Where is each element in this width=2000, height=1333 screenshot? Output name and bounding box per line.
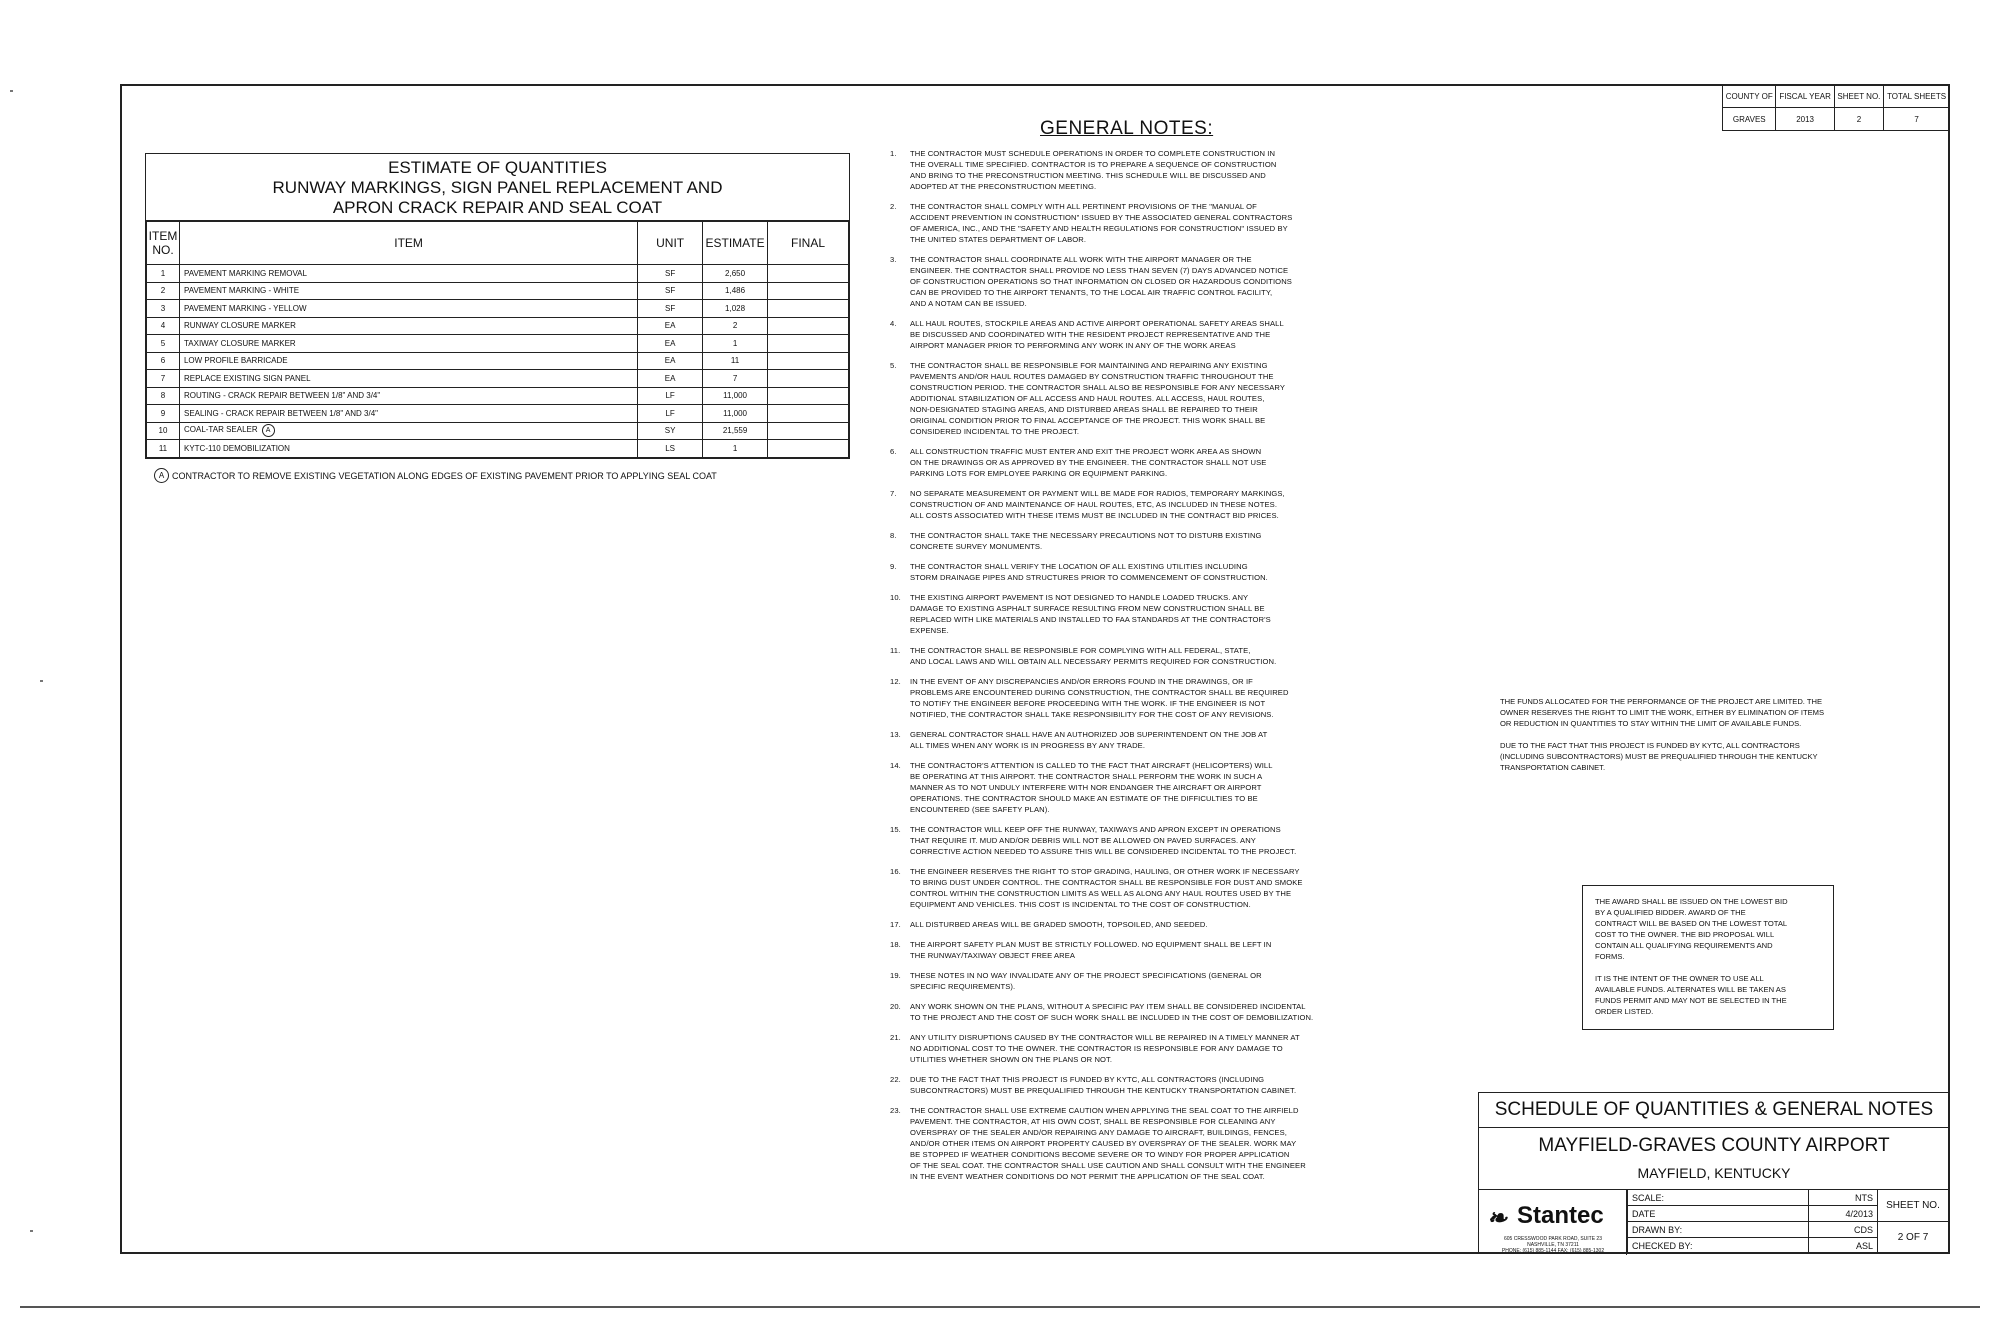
unit-cell: LS [638, 440, 703, 458]
note-text: THE CONTRACTOR SHALL COMPLY WITH ALL PERTINENT PROVISIONS OF THE "MANUAL OF ACCIDENT PREVENTION IN CONSTRUCTION" ISSUED BY THE ASSOCIATED GENERAL CONTRACTORS OF AMERICA, INC., AND THE "SAFETY AND HEALTH REGULATIONS FOR CONSTRUCTION" ISSUED BY THE UNITED STATES DEPARTMENT OF LABOR. [910, 202, 1293, 244]
table-row [147, 335, 849, 353]
unit-cell: EA [638, 370, 703, 388]
note-number: 18. [890, 940, 901, 949]
table-row [147, 440, 849, 458]
scale-value: NTS [1809, 1190, 1878, 1206]
table-row [147, 300, 849, 318]
final-cell [768, 352, 849, 370]
note-item [890, 866, 1390, 910]
item-no-cell: 2 [147, 282, 180, 300]
note-item [890, 318, 1390, 351]
estimate-cell: 2,650 [703, 265, 768, 283]
note-number: 14. [890, 761, 901, 770]
unit-cell: SY [638, 422, 703, 440]
note-number: 12. [890, 677, 901, 686]
note-text: THE CONTRACTOR WILL KEEP OFF THE RUNWAY, TAXIWAYS AND APRON EXCEPT IN OPERATIONS THAT REQUIRE IT. MUD AND/OR DEBRIS WILL NOT BE ALLOWED ON PAVED SURFACES. ANY CORRECTIVE ACTION NEEDED TO ASSURE THIS WILL BE CONSIDERED INCIDENTAL TO THE PROJECT. [910, 825, 1297, 856]
table-row [147, 317, 849, 335]
header-total-sheets: TOTAL SHEETS [1884, 85, 1950, 108]
item-cell-text: COAL-TAR SEALER [183, 425, 258, 435]
estimate-title-line: RUNWAY MARKINGS, SIGN PANEL REPLACEMENT AND [272, 178, 723, 197]
estimate-cell: 11,000 [703, 405, 768, 423]
award-note-box: THE AWARD SHALL BE ISSUED ON THE LOWEST BID BY A QUALIFIED BIDDER. AWARD OF THE CONTRACT WILL BE BASED ON THE LOWEST TOTAL COST TO THE OWNER. THE BID PROPOSAL WILL CONTAIN ALL QUALIFYING REQUIREMENTS AND FORMS. IT IS THE INTENT OF THE OWNER TO USE ALL AVAILABLE FUNDS. ALTERNATES WILL BE TAKEN AS FUNDS PERMIT AND MAY NOT BE SELECTED IN THE ORDER LISTED. [1582, 885, 1834, 1030]
final-cell [768, 300, 849, 318]
note-item [890, 1105, 1390, 1182]
header-sheet-no: SHEET NO. [1834, 85, 1883, 108]
final-cell [768, 387, 849, 405]
item-cell: PAVEMENT MARKING - WHITE [179, 282, 637, 300]
estimate-cell: 11,000 [703, 387, 768, 405]
general-notes-title: GENERAL NOTES: [1040, 118, 1214, 139]
note-text: ALL CONSTRUCTION TRAFFIC MUST ENTER AND EXIT THE PROJECT WORK AREA AS SHOWN ON THE DRAWINGS OR AS APPROVED BY THE ENGINEER. THE CONTRACTOR SHALL NOT USE PARKING LOTS FOR EMPLOYEE PARKING OR EQUIPMENT PARKING. [910, 447, 1267, 478]
col-final: FINAL [768, 222, 849, 265]
item-cell: REPLACE EXISTING SIGN PANEL [179, 370, 637, 388]
note-number: 10. [890, 593, 901, 602]
item-no-cell: 11 [147, 440, 180, 458]
note-number: 8. [890, 531, 897, 540]
final-cell [768, 405, 849, 423]
drawing-info-table [1627, 1189, 1949, 1254]
note-text: THE CONTRACTOR SHALL TAKE THE NECESSARY PRECAUTIONS NOT TO DISTURB EXISTING CONCRETE SURVEY MONUMENTS. [910, 531, 1262, 551]
estimate-title [146, 154, 849, 221]
estimate-cell: 1,028 [703, 300, 768, 318]
item-cell: PAVEMENT MARKING REMOVAL [179, 265, 637, 283]
final-cell [768, 440, 849, 458]
value-county: GRAVES [1723, 108, 1776, 131]
unit-cell: EA [638, 317, 703, 335]
unit-cell: SF [638, 282, 703, 300]
footnote-marker: A [154, 468, 169, 483]
scan-speck [30, 1230, 33, 1232]
item-no-cell: 8 [147, 387, 180, 405]
note-text: THE EXISTING AIRPORT PAVEMENT IS NOT DESIGNED TO HANDLE LOADED TRUCKS. ANY DAMAGE TO EXISTING ASPHALT SURFACE RESULTING FROM NEW CONSTRUCTION SHALL BE REPLACED WITH LIKE MATERIALS AND INSTALLED TO FAA STANDARDS AT THE CONTRACTOR'S EXPENSE. [910, 593, 1271, 635]
note-number: 7. [890, 489, 897, 498]
general-notes-list [890, 148, 1390, 1191]
note-number: 5. [890, 361, 897, 370]
final-cell [768, 422, 849, 440]
checked-by-label: CHECKED BY: [1628, 1238, 1809, 1254]
date-value: 4/2013 [1809, 1206, 1878, 1222]
final-cell [768, 282, 849, 300]
unit-cell: LF [638, 387, 703, 405]
item-no-cell: 5 [147, 335, 180, 353]
note-number: 1. [890, 149, 897, 158]
item-cell: TAXIWAY CLOSURE MARKER [179, 335, 637, 353]
note-item [890, 148, 1390, 192]
note-item [890, 561, 1390, 583]
note-text: THE AIRPORT SAFETY PLAN MUST BE STRICTLY FOLLOWED. NO EQUIPMENT SHALL BE LEFT IN THE RUNWAY/TAXIWAY OBJECT FREE AREA [910, 940, 1272, 960]
estimate-cell: 7 [703, 370, 768, 388]
sheet-info-table [1722, 84, 1950, 131]
note-number: 20. [890, 1002, 901, 1011]
final-cell [768, 317, 849, 335]
sheet-no-value: 2 OF 7 [1878, 1222, 1949, 1254]
item-no-cell: 10 [147, 422, 180, 440]
item-no-cell: 6 [147, 352, 180, 370]
note-text: ALL DISTURBED AREAS WILL BE GRADED SMOOTH, TOPSOILED, AND SEEDED. [910, 920, 1208, 929]
item-cell: RUNWAY CLOSURE MARKER [179, 317, 637, 335]
note-number: 2. [890, 202, 897, 211]
table-row [147, 387, 849, 405]
note-text: THE CONTRACTOR SHALL COORDINATE ALL WORK WITH THE AIRPORT MANAGER OR THE ENGINEER. THE CONTRACTOR SHALL PROVIDE NO LESS THAN SEVEN (7) DAYS ADVANCED NOTICE OF CONSTRUCTION OPERATIONS SO THAT INFORMATION ON CLOSED OR HAZARDOUS CONDITIONS CAN BE PROVIDED TO THE AIRPORT TENANTS, TO THE LOCAL AIR TRAFFIC CONTROL FACILITY, AND A NOTAM CAN BE ISSUED. [910, 255, 1292, 308]
table-row [147, 422, 849, 440]
estimate-cell: 1,486 [703, 282, 768, 300]
footnote-text: CONTRACTOR TO REMOVE EXISTING VEGETATION ALONG EDGES OF EXISTING PAVEMENT PRIOR TO APPLYING SEAL COAT [172, 470, 717, 481]
scan-speck [10, 90, 13, 92]
note-number: 16. [890, 867, 901, 876]
scale-label: SCALE: [1628, 1190, 1809, 1206]
note-text: IN THE EVENT OF ANY DISCREPANCIES AND/OR ERRORS FOUND IN THE DRAWINGS, OR IF PROBLEMS ARE ENCOUNTERED DURING CONSTRUCTION, THE CONTRACTOR SHALL BE REQUIRED TO NOTIFY THE ENGINEER BEFORE PROCEEDING WITH THE WORK. IF THE ENGINEER IS NOT NOTIFIED, THE CONTRACTOR SHALL TAKE RESPONSIBILITY FOR THE COST OF ANY REVISIONS. [910, 677, 1289, 719]
date-label: DATE [1628, 1206, 1809, 1222]
project-name: MAYFIELD-GRAVES COUNTY AIRPORT [1538, 1135, 1890, 1156]
note-text: THE CONTRACTOR'S ATTENTION IS CALLED TO THE FACT THAT AIRCRAFT (HELICOPTERS) WILL BE OPERATING AT THIS AIRPORT. THE CONTRACTOR SHALL PERFORM THE WORK IN SUCH A MANNER AS TO NOT UNDULY INTERFERE WITH NOR ENDANGER THE AIRCRAFT OR AIRPORT OPERATIONS. THE CONTRACTOR SHOULD MAKE AN ESTIMATE OF THE DIFFICULTIES TO BE ENCOUNTERED (SEE SAFETY PLAN). [910, 761, 1273, 814]
note-item [890, 919, 1390, 930]
estimate-cell: 21,559 [703, 422, 768, 440]
item-cell: PAVEMENT MARKING - YELLOW [179, 300, 637, 318]
scan-speck [40, 680, 43, 682]
project-location: MAYFIELD, KENTUCKY [1637, 1165, 1791, 1181]
note-number: 23. [890, 1106, 901, 1115]
note-text: THE CONTRACTOR SHALL BE RESPONSIBLE FOR MAINTAINING AND REPAIRING ANY EXISTING PAVEMENTS AND/OR HAUL ROUTES DAMAGED BY CONSTRUCTION TRAFFIC THROUGHOUT THE CONSTRUCTION PERIOD. THE CONTRACTOR SHALL ALSO BE RESPONSIBLE FOR ANY NECESSARY ADDITIONAL STABILIZATION OF ALL ACCESS AND HAUL ROUTES. ALL ACCESS, HAUL ROUTES, NON-DESIGNATED STAGING AREAS, AND DISTURBED AREAS SHALL BE REPAIRED TO THEIR ORIGINAL CONDITION PRIOR TO FINAL ACCEPTANCE OF THE PROJECT. THIS WORK SHALL BE CONSIDERED INCIDENTAL TO THE PROJECT. [910, 361, 1286, 436]
drawn-by-label: DRAWN BY: [1628, 1222, 1809, 1238]
note-text: DUE TO THE FACT THAT THIS PROJECT IS FUNDED BY KYTC, ALL CONTRACTORS (INCLUDING SUBCONTRACTORS) MUST BE PREQUALIFIED THROUGH THE KENTUCKY TRANSPORTATION CABINET. [910, 1075, 1297, 1095]
unit-cell: SF [638, 300, 703, 318]
item-no-cell: 4 [147, 317, 180, 335]
col-unit: UNIT [638, 222, 703, 265]
item-no-cell: 1 [147, 265, 180, 283]
estimate-title-line: APRON CRACK REPAIR AND SEAL COAT [332, 198, 663, 217]
item-cell: KYTC-110 DEMOBILIZATION [179, 440, 637, 458]
table-row [147, 370, 849, 388]
note-item [890, 760, 1390, 815]
note-item [890, 1001, 1390, 1023]
note-item [890, 676, 1390, 720]
estimate-cell: 1 [703, 335, 768, 353]
note-item [890, 488, 1390, 521]
firm-name: Stantec [1517, 1202, 1604, 1229]
table-row [147, 405, 849, 423]
note-text: ALL HAUL ROUTES, STOCKPILE AREAS AND ACTIVE AIRPORT OPERATIONAL SAFETY AREAS SHALL BE DISCUSSED AND COORDINATED WITH THE RESIDENT PROJECT REPRESENTATIVE AND THE AIRPORT MANAGER PRIOR TO PERFORMING ANY WORK IN ANY OF THE WORK AREAS [910, 319, 1284, 350]
note-text: GENERAL CONTRACTOR SHALL HAVE AN AUTHORIZED JOB SUPERINTENDENT ON THE JOB AT ALL TIMES WHEN ANY WORK IS IN PROGRESS BY ANY TRADE. [910, 730, 1268, 750]
value-total-sheets: 7 [1884, 108, 1950, 131]
note-number: 15. [890, 825, 901, 834]
note-item [890, 970, 1390, 992]
note-text: NO SEPARATE MEASUREMENT OR PAYMENT WILL BE MADE FOR RADIOS, TEMPORARY MARKINGS, CONSTRUCTION OF AND MAINTENANCE OF HAUL ROUTES, ETC, AS INCLUDED IN THESE NOTES. ALL COSTS ASSOCIATED WITH THESE ITEMS MUST BE INCLUDED IN THE CONTRACT BID PRICES. [910, 489, 1285, 520]
note-number: 21. [890, 1033, 901, 1042]
note-number: 13. [890, 730, 901, 739]
note-text: THE CONTRACTOR MUST SCHEDULE OPERATIONS IN ORDER TO COMPLETE CONSTRUCTION IN THE OVERALL TIME SPECIFIED. CONTRACTOR IS TO PREPARE A SEQUENCE OF CONSTRUCTION AND BRING TO THE PRECONSTRUCTION MEETING. THIS SCHEDULE WILL BE DISCUSSED AND ADOPTED AT THE PRECONSTRUCTION MEETING. [910, 149, 1277, 191]
note-item [890, 592, 1390, 636]
note-item [890, 939, 1390, 961]
firm-address: 605 CRESSWOOD PARK ROAD, SUITE 23 NASHVILLE, TN 37211 PHONE: (615) 885-1144 FAX: (615) 885-1302 [1501, 1236, 1605, 1254]
final-cell [768, 265, 849, 283]
header-county: COUNTY OF [1723, 85, 1776, 108]
note-text: THE ENGINEER RESERVES THE RIGHT TO STOP GRADING, HAULING, OR OTHER WORK IF NECESSARY TO BRING DUST UNDER CONTROL. THE CONTRACTOR SHALL BE RESPONSIBLE FOR DUST AND SMOKE CONTROL WITHIN THE CONSTRUCTION LIMITS AS WELL AS ALONG ANY HAUL ROUTES USED BY THE EQUIPMENT AND VEHICLES. THIS COST IS INCIDENTAL TO THE COST OF CONSTRUCTION. [910, 867, 1303, 909]
estimate-title-line: ESTIMATE OF QUANTITIES [388, 158, 607, 177]
estimate-of-quantities-table [145, 153, 850, 459]
note-item [890, 824, 1390, 857]
sheet-trim-line [20, 1306, 1980, 1308]
sheet-no-label: SHEET NO. [1878, 1190, 1949, 1222]
note-item [890, 446, 1390, 479]
note-marker: A [262, 424, 275, 437]
drawn-by-value: CDS [1809, 1222, 1878, 1238]
unit-cell: EA [638, 335, 703, 353]
final-cell [768, 370, 849, 388]
note-number: 19. [890, 971, 901, 980]
item-cell: LOW PROFILE BARRICADE [179, 352, 637, 370]
sheet-title: SCHEDULE OF QUANTITIES & GENERAL NOTES [1479, 1093, 1949, 1128]
header-fiscal-year: FISCAL YEAR [1776, 85, 1834, 108]
note-item [890, 729, 1390, 751]
unit-cell: LF [638, 405, 703, 423]
note-item [890, 1032, 1390, 1065]
final-cell [768, 335, 849, 353]
checked-by-value: ASL [1809, 1238, 1878, 1254]
title-block [1478, 1092, 1950, 1254]
note-text: ANY WORK SHOWN ON THE PLANS, WITHOUT A SPECIFIC PAY ITEM SHALL BE CONSIDERED INCIDENTAL TO THE PROJECT AND THE COST OF SUCH WORK SHALL BE INCLUDED IN THE COST OF DEMOBILIZATION. [910, 1002, 1314, 1022]
note-text: THE CONTRACTOR SHALL USE EXTREME CAUTION WHEN APPLYING THE SEAL COAT TO THE AIRFIELD PAVEMENT. THE CONTRACTOR, AT HIS OWN COST, SHALL BE RESPONSIBLE FOR CLEANING ANY OVERSPRAY OF THE SEALER AND/OR REPAIRING ANY DAMAGE TO AIRCRAFT, BUILDINGS, FENCES, AND/OR OTHER ITEMS ON AIRPORT PROPERTY CAUSED BY OVERSPRAY OF THE SEALER. WORK MAY BE STOPPED IF WEATHER CONDITIONS BECOME SEVERE OR TO WINDY FOR PROPER APPLICATION OF THE SEAL COAT. THE CONTRACTOR SHALL USE CAUTION AND SHALL CONSULT WITH THE ENGINEER IN THE EVENT WEATHER CONDITIONS DO NOT PERMIT THE APPLICATION OF THE SEAL COAT. [910, 1106, 1306, 1181]
col-estimate: ESTIMATE [703, 222, 768, 265]
stantec-logo-icon: ❧ [1487, 1205, 1508, 1232]
note-item [890, 254, 1390, 309]
note-number: 9. [890, 562, 897, 571]
note-text: THE CONTRACTOR SHALL VERIFY THE LOCATION OF ALL EXISTING UTILITIES INCLUDING STORM DRAINAGE PIPES AND STRUCTURES PRIOR TO COMMENCEMENT OF CONSTRUCTION. [910, 562, 1268, 582]
note-number: 6. [890, 447, 897, 456]
unit-cell: EA [638, 352, 703, 370]
item-cell [179, 422, 637, 440]
item-no-cell: 7 [147, 370, 180, 388]
estimate-cell: 11 [703, 352, 768, 370]
note-item [890, 530, 1390, 552]
item-cell: SEALING - CRACK REPAIR BETWEEN 1/8" AND 3/4" [179, 405, 637, 423]
firm-logo [1479, 1189, 1627, 1255]
note-text: THE CONTRACTOR SHALL BE RESPONSIBLE FOR COMPLYING WITH ALL FEDERAL, STATE, AND LOCAL LAWS AND WILL OBTAIN ALL NECESSARY PERMITS REQUIRED FOR CONSTRUCTION. [910, 646, 1277, 666]
table-row [147, 265, 849, 283]
note-text: ANY UTILITY DISRUPTIONS CAUSED BY THE CONTRACTOR WILL BE REPAIRED IN A TIMELY MANNER AT NO ADDITIONAL COST TO THE OWNER. THE CONTRACTOR IS RESPONSIBLE FOR ANY DAMAGE TO UTILITIES WHETHER SHOWN ON THE PLANS OR NOT. [910, 1033, 1300, 1064]
note-item [890, 201, 1390, 245]
note-item [890, 1074, 1390, 1096]
estimate-cell: 1 [703, 440, 768, 458]
note-item [890, 360, 1390, 437]
item-no-cell: 3 [147, 300, 180, 318]
table-row [147, 282, 849, 300]
funds-note: THE FUNDS ALLOCATED FOR THE PERFORMANCE OF THE PROJECT ARE LIMITED. THE OWNER RESERVES THE RIGHT TO LIMIT THE WORK, EITHER BY ELIMINATION OF ITEMS OR REDUCTION IN QUANTITIES TO STAY WITHIN THE LIMIT OF AVAILABLE FUNDS. DUE TO THE FACT THAT THIS PROJECT IS FUNDED BY KYTC, ALL CONTRACTORS (INCLUDING SUBCONTRACTORS) MUST BE PREQUALIFIED THROUGH THE KENTUCKY TRANSPORTATION CABINET. [1500, 697, 1825, 772]
note-number: 4. [890, 319, 897, 328]
note-number: 11. [890, 646, 901, 655]
value-sheet-no: 2 [1834, 108, 1883, 131]
estimate-footnote [154, 468, 717, 483]
note-number: 3. [890, 255, 897, 264]
note-text: THESE NOTES IN NO WAY INVALIDATE ANY OF THE PROJECT SPECIFICATIONS (GENERAL OR SPECIFIC REQUIREMENTS). [910, 971, 1262, 991]
note-item [890, 645, 1390, 667]
col-item-no: ITEM NO. [147, 222, 180, 265]
table-row [147, 352, 849, 370]
note-number: 17. [890, 920, 901, 929]
col-item: ITEM [179, 222, 637, 265]
value-fiscal-year: 2013 [1776, 108, 1834, 131]
item-no-cell: 9 [147, 405, 180, 423]
estimate-cell: 2 [703, 317, 768, 335]
unit-cell: SF [638, 265, 703, 283]
note-number: 22. [890, 1075, 901, 1084]
item-cell: ROUTING - CRACK REPAIR BETWEEN 1/8" AND 3/4" [179, 387, 637, 405]
